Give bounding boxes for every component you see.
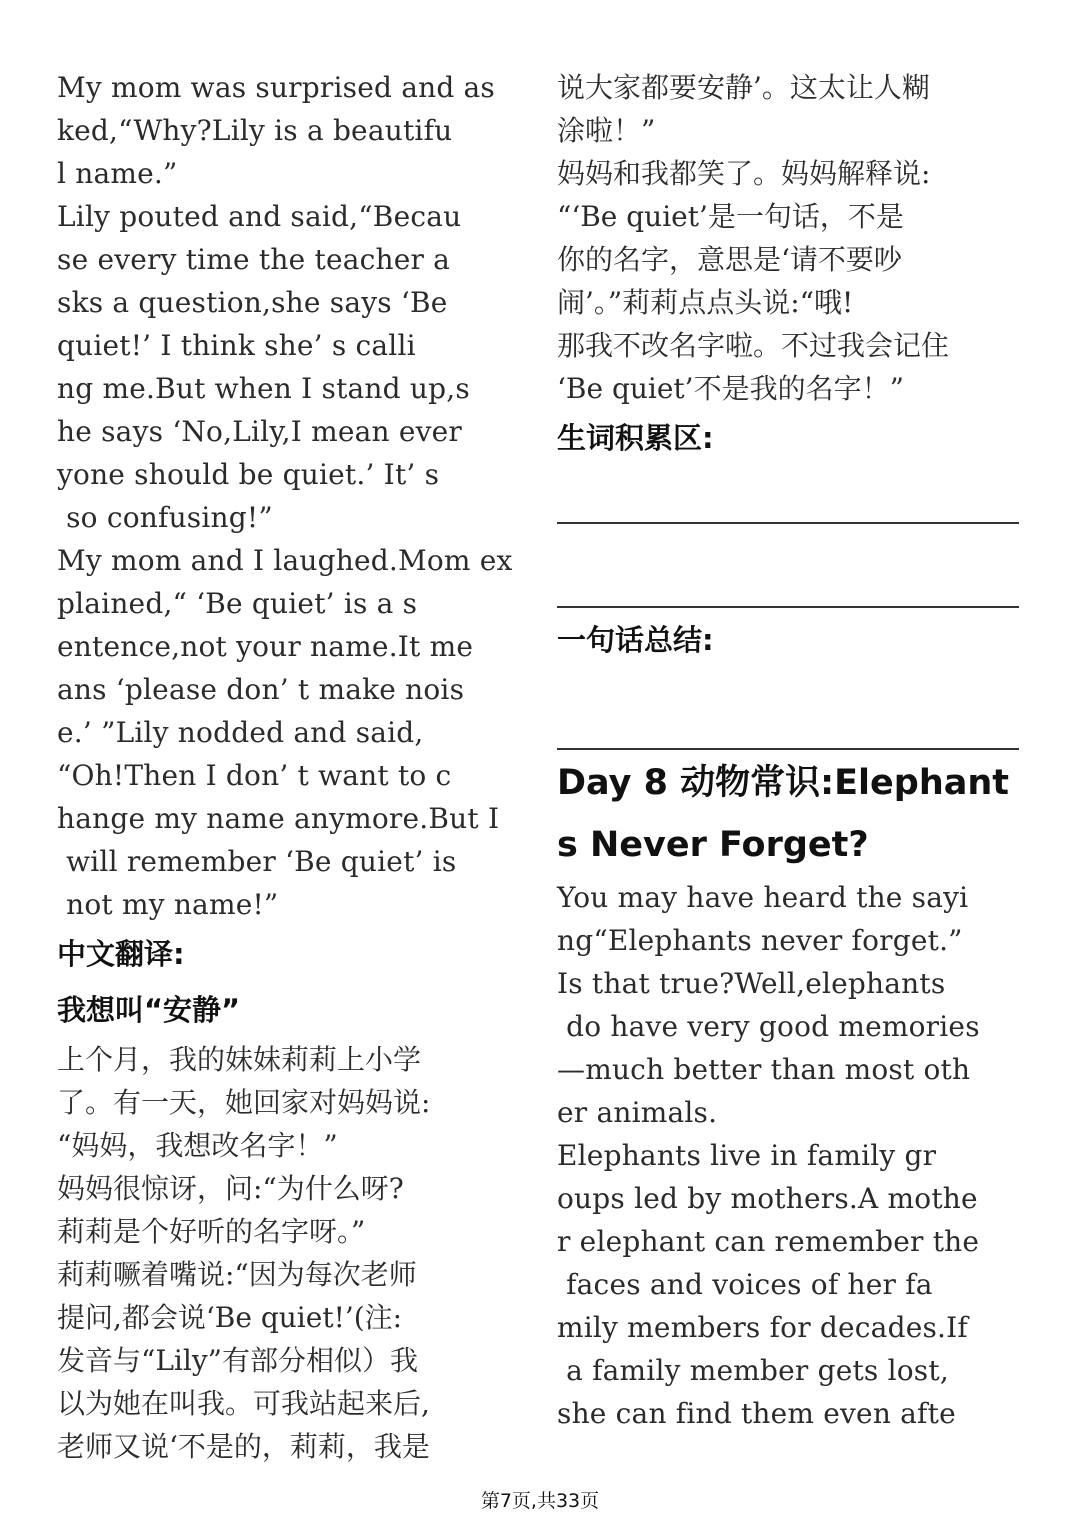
translation-line: 提问,都会说‘Be quiet!’(注: — [57, 1301, 403, 1334]
article-text — [557, 876, 1027, 1435]
translation-line: 涂啦！” — [557, 114, 656, 147]
story-line: ked,“Why?Lily is a beautifu — [57, 114, 453, 147]
article-line: ng“Elephants never forget.” — [557, 924, 963, 957]
story-line: se every time the teacher a — [57, 243, 451, 276]
story-line: l name.” — [57, 157, 178, 190]
translation-line: 说大家都要安静’。这太让人糊 — [557, 71, 930, 104]
story-line: he says ‘No,Lily,I mean ever — [57, 415, 462, 448]
right-column — [557, 66, 1027, 1435]
story-line: Lily pouted and said,“Becau — [57, 200, 462, 233]
translation-line: ‘Be quiet’不是我的名字！” — [557, 372, 904, 405]
article-line: a family member gets lost, — [557, 1354, 949, 1387]
article-line: mily members for decades.If — [557, 1311, 968, 1344]
vocab-writing-space[interactable] — [557, 466, 1027, 522]
article-line: You may have heard the sayi — [557, 881, 969, 914]
translation-line: 老师又说‘不是的，莉莉，我是 — [57, 1430, 430, 1463]
translation-continued — [557, 66, 1027, 410]
article-line: Is that true?Well,elephants — [557, 967, 946, 1000]
article-line: she can find them even afte — [557, 1397, 956, 1430]
translation-line: 妈妈和我都笑了。妈妈解释说: — [557, 157, 931, 190]
summary-heading: 一句话总结: — [557, 623, 714, 657]
day-title-line: Day 8 动物常识:Elephant — [557, 763, 1010, 803]
translation-title: 我想叫“安静” — [57, 993, 241, 1027]
article-line: Elephants live in family gr — [557, 1139, 937, 1172]
story-line: ng me.But when I stand up,s — [57, 372, 470, 405]
translation-line: “妈妈，我想改名字！” — [57, 1129, 338, 1162]
translation-heading: 中文翻译: — [57, 937, 185, 971]
translation-text — [57, 1038, 527, 1468]
article-line: —much better than most oth — [557, 1053, 971, 1086]
story-line: entence,not your name.It me — [57, 630, 474, 663]
article-line: faces and voices of her fa — [557, 1268, 933, 1301]
vocab-writing-space-2[interactable] — [557, 524, 1027, 606]
story-line: plained,“ ‘Be quiet’ is a s — [57, 587, 418, 620]
translation-line: 闹’。”莉莉点点头说:“哦! — [557, 286, 854, 319]
story-line: My mom was surprised and as — [57, 71, 496, 104]
story-line: quiet!’ I think she’ s calli — [57, 329, 416, 362]
translation-line: 了。有一天，她回家对妈妈说: — [57, 1086, 431, 1119]
article-line: r elephant can remember the — [557, 1225, 980, 1258]
story-line: yone should be quiet.’ It’ s — [57, 458, 440, 491]
page-number: 第7页,共33页 — [480, 1490, 600, 1512]
translation-line: “‘Be quiet’是一句话，不是 — [557, 200, 904, 233]
article-line: oups led by mothers.A mothe — [557, 1182, 978, 1215]
translation-line: 莉莉是个好听的名字呀。” — [57, 1215, 366, 1248]
translation-line: 以为她在叫我。可我站起来后, — [57, 1387, 430, 1420]
translation-line: 你的名字，意思是‘请不要吵 — [557, 243, 902, 276]
story-text — [57, 66, 527, 926]
story-line: sks a question,she says ‘Be — [57, 286, 448, 319]
story-line: hange my name anymore.But I — [57, 802, 500, 835]
day-title-line: s Never Forget? — [557, 825, 869, 865]
summary-writing-space[interactable] — [557, 668, 1027, 748]
translation-line: 莉莉噘着嘴说:“因为每次老师 — [57, 1258, 417, 1291]
story-line: “Oh!Then I don’ t want to c — [57, 759, 452, 792]
story-line: ans ‘please don’ t make nois — [57, 673, 465, 706]
translation-line: 妈妈很惊讶，问:“为什么呀? — [57, 1172, 404, 1205]
left-column — [57, 66, 527, 1468]
vocab-heading: 生词积累区: — [557, 421, 714, 455]
article-line: er animals. — [557, 1096, 718, 1129]
translation-line: 那我不改名字啦。不过我会记住 — [557, 329, 950, 362]
translation-line: 发音与“Lily”有部分相似）我 — [57, 1344, 418, 1377]
translation-line: 上个月，我的妹妹莉莉上小学 — [57, 1043, 422, 1076]
story-line: not my name!” — [57, 888, 279, 921]
story-line: will remember ‘Be quiet’ is — [57, 845, 457, 878]
article-line: do have very good memories — [557, 1010, 980, 1043]
story-line: so confusing!” — [57, 501, 273, 534]
story-line: My mom and I laughed.Mom ex — [57, 544, 513, 577]
story-line: e.’ ”Lily nodded and said, — [57, 716, 424, 749]
